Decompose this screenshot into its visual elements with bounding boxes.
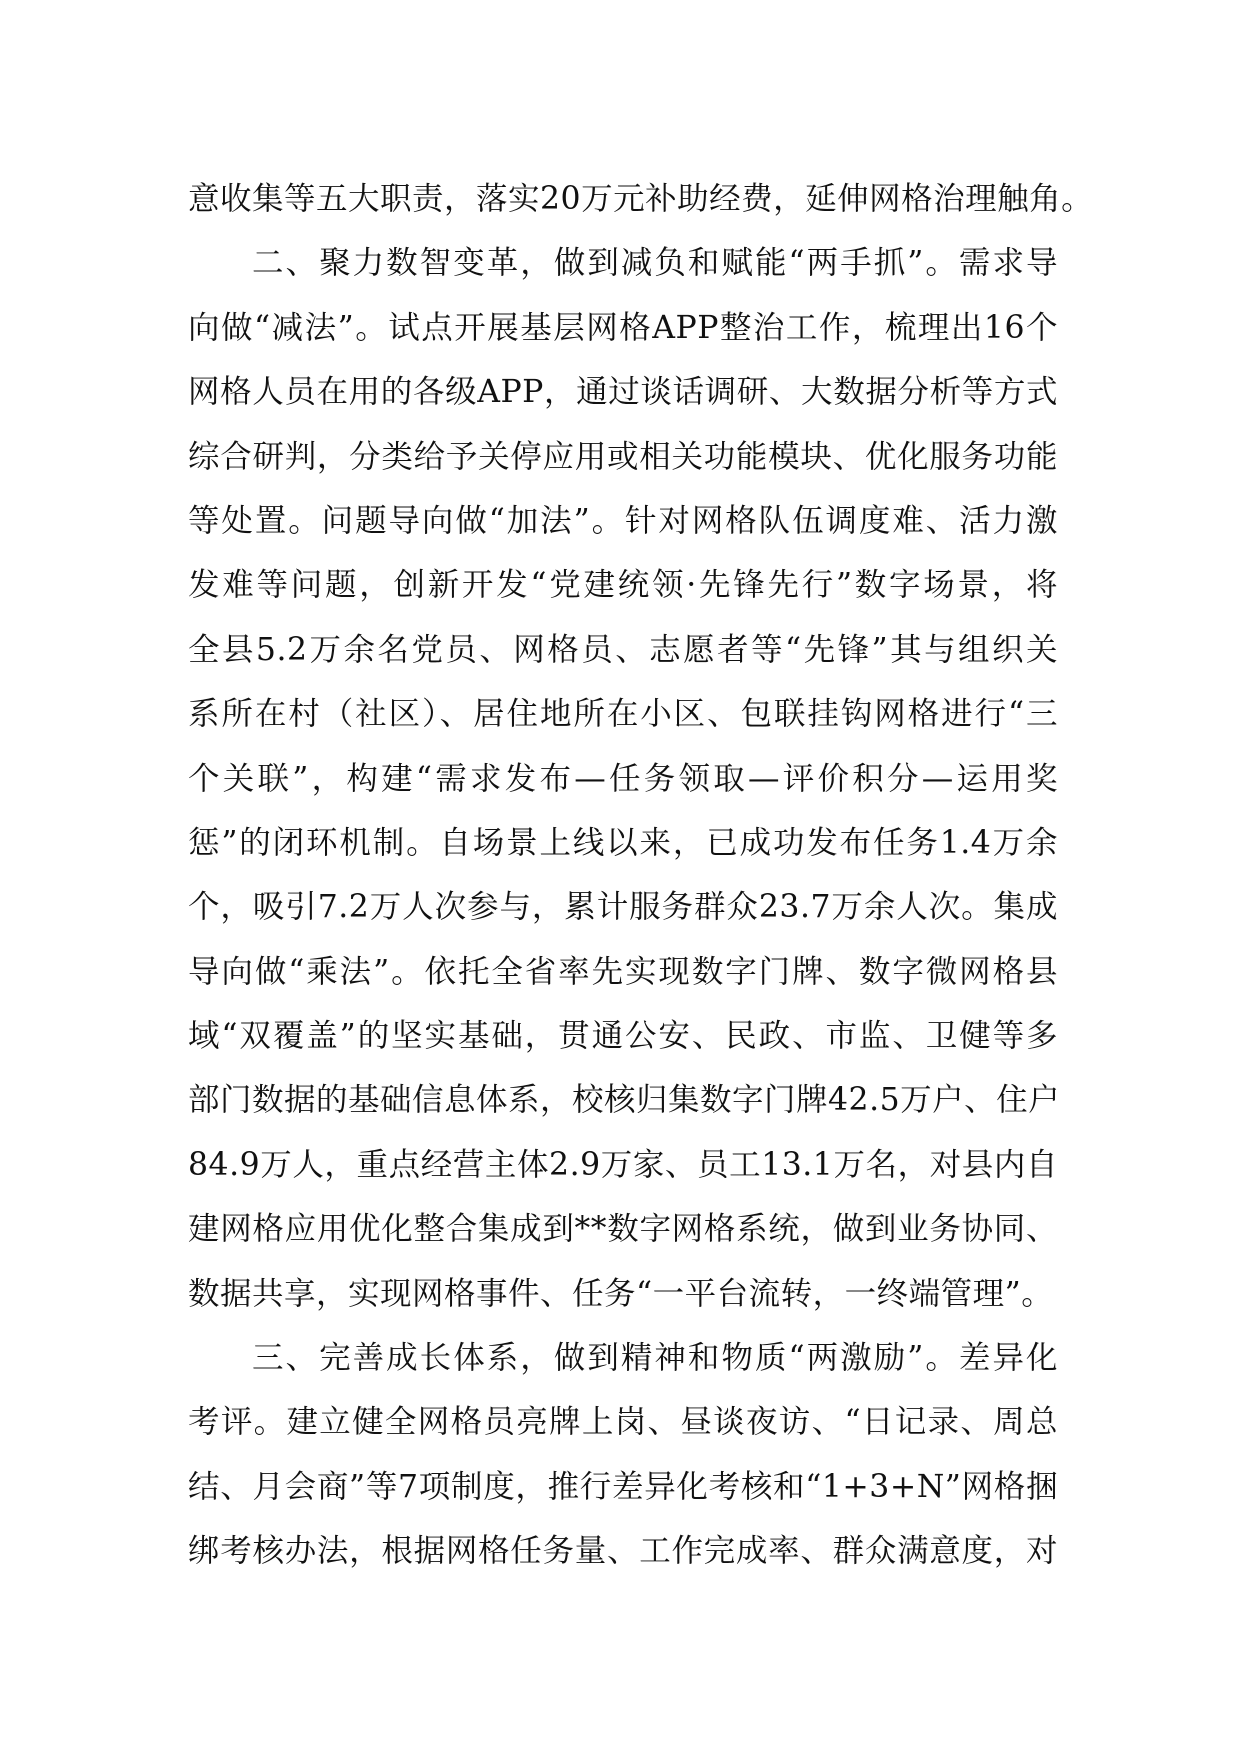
text-line: 个，吸引7.2万人次参与，累计服务群众23.7万余人次。集成 [188,889,1058,926]
text-line: 个关联”，构建“需求发布—任务领取—评价积分—运用奖 [188,760,1058,797]
text-line: 部门数据的基础信息体系，校核归集数字门牌42.5万户、住户 [188,1082,1061,1119]
text-line: 建网格应用优化整合集成到**数字网格系统，做到业务协同、 [188,1211,1058,1248]
text-line: 84.9万人，重点经营主体2.9万家、员工13.1万名，对县内自 [188,1146,1058,1183]
text-line: 考评。建立健全网格员亮牌上岗、昼谈夜访、“日记录、周总 [188,1404,1058,1441]
text-line: 数据共享，实现网格事件、任务“一平台流转，一终端管理”。 [188,1275,1054,1312]
text-line: 系所在村（社区）、居住地所在小区、包联挂钩网格进行“三 [188,696,1058,733]
text-line: 绑考核办法，根据网格任务量、工作完成率、群众满意度，对 [188,1533,1058,1570]
section-heading-line: 三、完善成长体系，做到精神和物质“两激励”。差异化 [252,1340,1058,1377]
text-line: 结、月会商”等7项制度，推行差异化考核和“1+3+N”网格捆 [188,1468,1058,1505]
text-line: 惩”的闭环机制。自场景上线以来，已成功发布任务1.4万余 [188,824,1058,861]
text-line: 意收集等五大职责，落实20万元补助经费，延伸网格治理触角。 [188,181,1094,217]
text-line: 导向做“乘法”。依托全省率先实现数字门牌、数字微网格县 [188,953,1058,990]
text-line: 域“双覆盖”的坚实基础，贯通公安、民政、市监、卫健等多 [188,1018,1058,1055]
text-line: 综合研判，分类给予关停应用或相关功能模块、优化服务功能 [188,438,1058,475]
section-heading-line: 二、聚力数智变革，做到减负和赋能“两手抓”。需求导 [252,245,1058,282]
text-line: 发难等问题，创新开发“党建统领·先锋先行”数字场景，将 [188,567,1058,604]
text-line: 向做“减法”。试点开展基层网格APP整治工作，梳理出16个 [188,309,1058,346]
text-line: 全县5.2万余名党员、网格员、志愿者等“先锋”其与组织关 [188,631,1058,668]
body-text [188,167,1094,1584]
text-line: 网格人员在用的各级APP，通过谈话调研、大数据分析等方式 [188,374,1058,411]
text-line: 等处置。问题导向做“加法”。针对网格队伍调度难、活力激 [188,502,1058,539]
